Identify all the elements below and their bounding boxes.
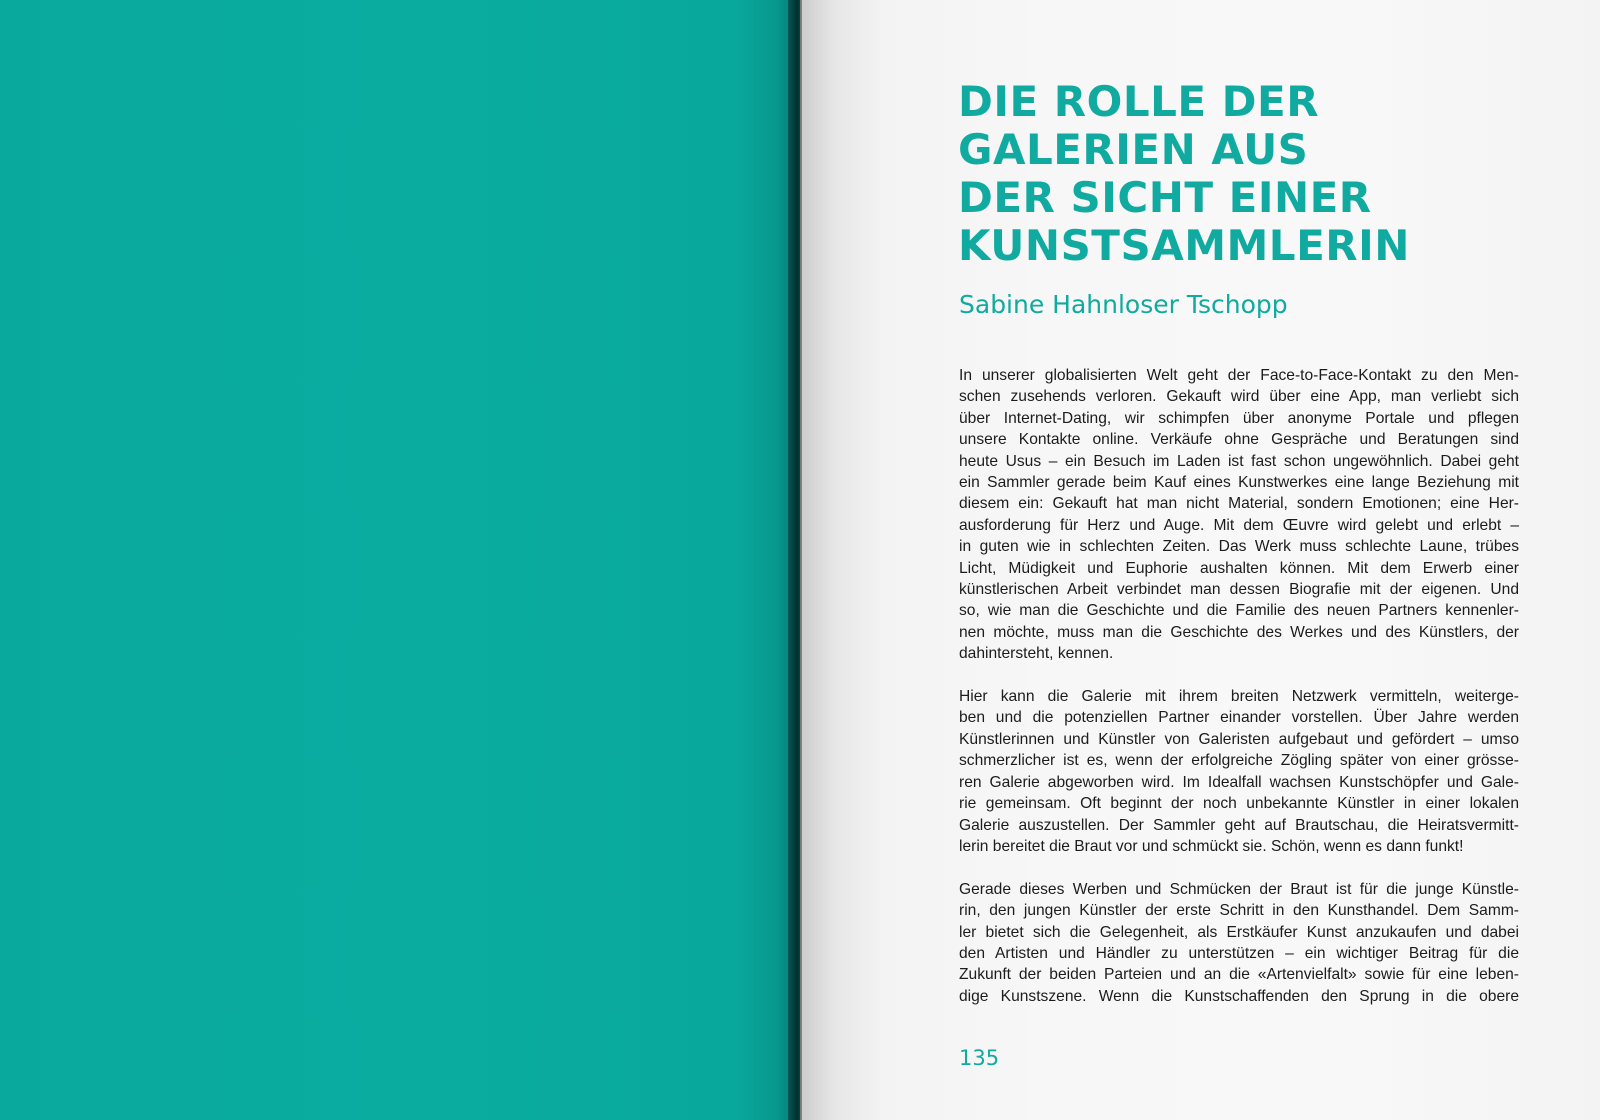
chapter-title-line: DIE ROLLE DER	[958, 77, 1320, 126]
text-line: so, wie man die Geschichte und die Familie des neuen Partners kennenler-	[959, 602, 1519, 620]
body-paragraph-3	[959, 879, 1519, 1007]
text-line: unsere Kontakte online. Verkäufe ohne Gespräche und Beratungen sind	[959, 431, 1519, 449]
author-name: Sabine Hahnloser Tschopp	[959, 290, 1288, 319]
body-text	[959, 365, 1519, 1029]
text-line: Zukunft der beiden Parteien und an die «Artenvielfalt» sowie für eine leben-	[959, 966, 1519, 984]
text-line: ren Galerie abgeworben wird. Im Idealfall wachsen Kunstschöpfer und Gale-	[959, 773, 1519, 791]
text-line: In unserer globalisierten Welt geht der Face-to-Face-Kontakt zu den Men-	[959, 367, 1519, 384]
text-line: über Internet-Dating, wir schimpfen über anonyme Portale und pflegen	[959, 409, 1519, 427]
text-line: dahintersteht, kennen.	[959, 645, 1114, 663]
text-line: heute Usus – ein Besuch im Laden ist fast schon ungewöhnlich. Dabei geht	[959, 452, 1519, 470]
text-line: Galerie auszustellen. Der Sammler geht auf Brautschau, die Heiratsvermitt-	[959, 816, 1519, 834]
text-line: ausforderung für Herz und Auge. Mit dem Œuvre wird gelebt und erlebt –	[959, 516, 1519, 534]
page-number: 135	[959, 1046, 1000, 1070]
body-paragraph-1	[959, 365, 1519, 665]
text-line: künstlerischen Arbeit verbindet man dessen Biografie mit der eigenen. Und	[959, 581, 1519, 599]
text-line: ben und die potenziellen Partner einander vorstellen. Über Jahre werden	[959, 709, 1519, 727]
text-line: Gerade dieses Werben und Schmücken der Braut ist für die junge Künstle-	[959, 880, 1519, 898]
text-line: Hier kann die Galerie mit ihrem breiten Netzwerk vermitteln, weiterge-	[959, 688, 1519, 706]
chapter-title-line: GALERIEN AUS	[958, 125, 1309, 174]
text-line: rie gemeinsam. Oft beginnt der noch unbekannte Künstler in einer lokalen	[959, 795, 1519, 813]
text-line: rin, den jungen Künstler der erste Schritt in den Kunsthandel. Dem Samm-	[959, 902, 1519, 920]
text-line: dige Kunstszene. Wenn die Kunstschaffenden den Sprung in die obere	[959, 987, 1519, 1005]
text-line: in guten wie in schlechten Zeiten. Das Werk muss schlechte Laune, trübes	[959, 538, 1519, 556]
text-line: schmerzlicher ist es, wenn der erfolgreiche Zögling später von einer grösse-	[959, 752, 1519, 770]
chapter-title-line: DER SICHT EINER	[958, 173, 1372, 222]
text-line: Künstlerinnen und Künstler von Galeristen aufgebaut und gefördert – umso	[959, 730, 1519, 748]
chapter-title	[958, 78, 1518, 270]
chapter-title-line: KUNSTSAMMLERIN	[958, 221, 1410, 270]
body-paragraph-2	[959, 686, 1519, 857]
text-line: ein Sammler gerade beim Kauf eines Kunstwerkes eine lange Beziehung mit	[959, 474, 1519, 492]
text-line: nen möchte, muss man die Geschichte des Werkes und des Künstlers, der	[959, 623, 1519, 641]
text-line: schen zusehends verloren. Gekauft wird über eine App, man verliebt sich	[959, 388, 1519, 406]
text-line: diesem ein: Gekauft hat man nicht Material, sondern Emotionen; eine Her-	[959, 495, 1519, 513]
text-line: Licht, Müdigkeit und Euphorie aushalten können. Mit dem Erwerb einer	[959, 559, 1519, 577]
text-line: ler bietet sich die Gelegenheit, als Erstkäufer Kunst anzukaufen und dabei	[959, 923, 1519, 941]
text-line: lerin bereitet die Braut vor und schmückt sie. Schön, wenn es dann funkt!	[959, 837, 1464, 855]
text-line: den Artisten und Händler zu unterstützen – ein wichtiger Beitrag für die	[959, 944, 1519, 962]
